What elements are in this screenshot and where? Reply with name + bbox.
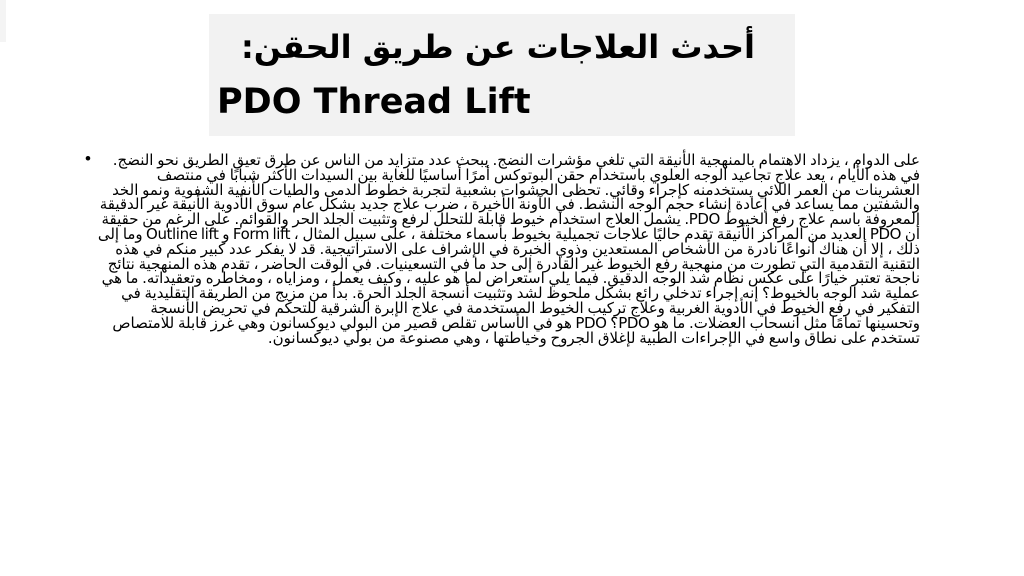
title-box xyxy=(209,14,795,136)
bullet-point-icon: • xyxy=(85,149,91,168)
slide-title-english: PDO Thread Lift xyxy=(217,82,531,122)
slide-corner-mark xyxy=(0,0,6,42)
slide-title-arabic: أحدث العلاجات عن طريق الحقن: xyxy=(240,28,755,66)
body-paragraph: على الدوام ، يزداد الاهتمام بالمنهجية الأنيقة التي تلغي مؤشرات النضج. يبحث عدد متزايد من الناس عن طرق تعيق الطريق نحو النضج. في هذه الأيام ، يعد علاج تجاعيد الوجه العلوي باستخدام حقن البوتوكس أمرًا أساسيًا للغاية بين السيدات الأكثر شبابًا في منتصف العشرينات من العمر اللائي يستخدمنه كإجراء وقائي. تحظى الحشوات بشعبية لتجربة خطوط الدمى والطيات الأنفية الشفوية ونمو الخد والشفتين مما يساعد في إعادة إنشاء حجم الوجه النشط. في الآونة الأخيرة ، ضرب علاج جديد بشكل عام سوق الأدوية الأنيقة غير الدقيقة المعروفة باسم علاج رفع الخيوط PDO. يشمل العلاج استخدام خيوط قابلة للتحلل لرفع وتثبيت الجلد الحر والقوائم. على الرغم من حقيقة أن PDO العديد من المراكز الأنيقة تقدم حاليًا علاجات تجميلية بخيوط بأسماء مختلفة ، على سبيل المثال ، Form lift و Outline lift وما إلى ذلك ، إلا أن هناك أنواعًا نادرة من الأشخاص المستعدين وذوي الخبرة في الإشراف على الاستراتيجية. قد لا يفكر عدد كبير منكم في هذه التقنية التقدمية التي تطورت من منهجية رفع الخيوط غير القادرة إلى حد ما في التسعينيات. في الوقت الحاضر ، تقدم هذه المنهجية نتائج ناجحة تعتبر خيارًا على عكس نظام شد الوجه الدقيق. فيما يلي استعراض لما هو عليه ، وكيف يعمل ، ومزاياه ، ومخاطره وتعقيداته. ما هي عملية شد الوجه بالخيوط؟ إنه إجراء تدخلي رائع بشكل ملحوظ لشد وتثبيت أنسجة الجلد الحرة. بدأ من مزيج من الطريقة التقليدية في التفكير في رفع الخيوط في الأدوية الغربية وعلاج تركيب الخيوط المستخدمة في علاج الإبرة الشرقية للتحكم في تحريض الأنسجة وتحسينها تمامًا مثل انسحاب العضلات. ما هو PDO؟ PDO هو في الأساس تقلص قصير من البولي ديوكسانون وهي غرز قابلة للامتصاص تستخدم على نطاق واسع في الإجراءات الطبية لإغلاق الجروح وخياطتها ، وهي مصنوعة من بولي ديوكسانون. xyxy=(97,151,920,347)
